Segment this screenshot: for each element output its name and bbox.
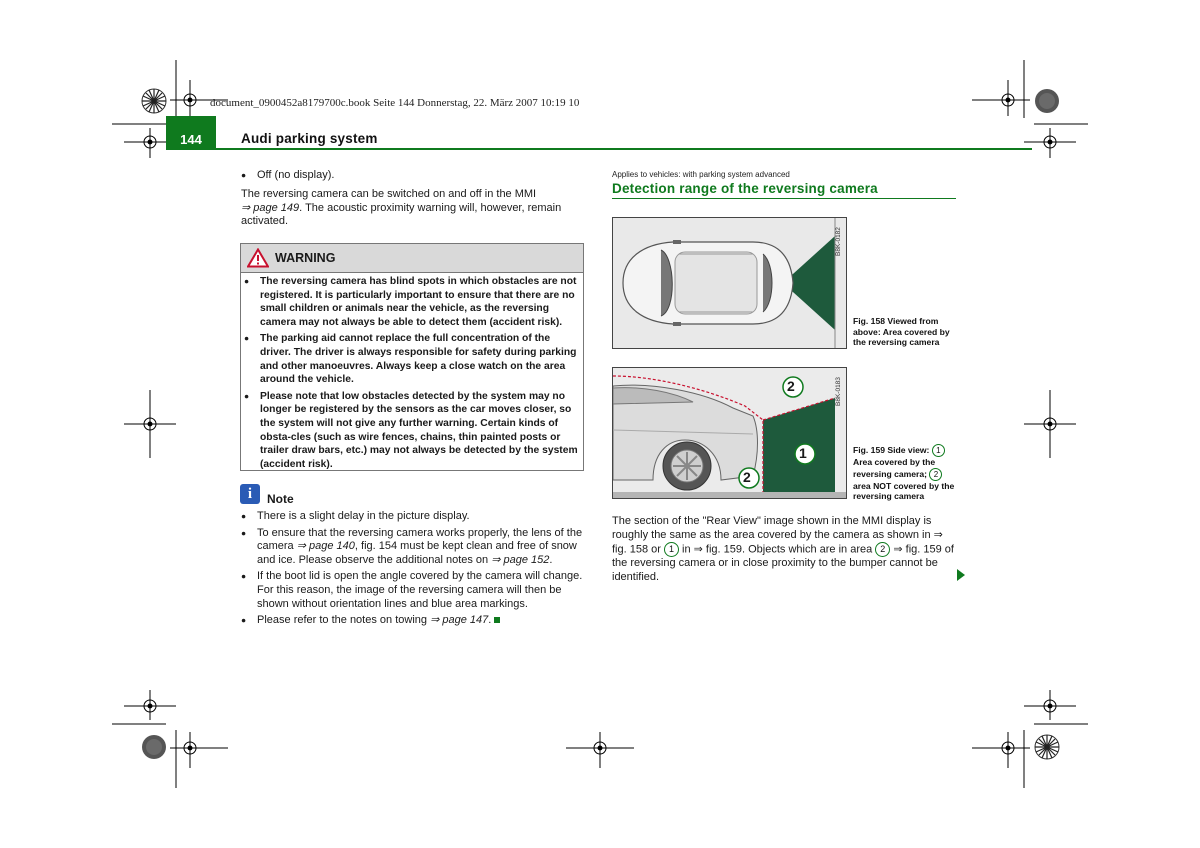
warning-header (241, 244, 583, 273)
note-header (240, 484, 294, 504)
note-title: Note (267, 492, 294, 506)
print-header: document_0900452a8179700c.book Seite 144 Donnerstag, 22. März 2007 10:19 10 (210, 97, 580, 109)
figure-158-code: B8K-0182 (835, 227, 842, 256)
area-2-marker: 2 (929, 468, 942, 481)
section-rule (612, 198, 956, 199)
figure-158-caption: Fig. 158 Viewed from above: Area covered by the reversing camera (853, 316, 950, 348)
header-rule (216, 148, 1032, 150)
note-item: ● To ensure that the reversing camera works properly, the lens of the camera ⇒ page 140, fig. 154 must be kept clean and free of snow and ice. Please observe the additional notes on ⇒ page 152. (241, 527, 585, 568)
figure-158 (612, 217, 847, 349)
warning-title: WARNING (275, 251, 336, 265)
area-2-label-top: 2 (787, 378, 795, 394)
section-title: Detection range of the reversing camera (612, 181, 878, 196)
figure-159-caption: Fig. 159 Side view: 1Area covered by the reversing camera; 2area NOT covered by the reversing camera (853, 444, 955, 502)
intro-line-2: ⇒ page 149. The acoustic proximity warning will, however, remain (241, 201, 562, 214)
area-2-label-bottom: 2 (743, 469, 751, 485)
end-mark (494, 617, 500, 623)
warning-box (240, 243, 584, 471)
detection-body-text: The section of the "Rear View" image shown in the MMI display is roughly the same as the area covered by the camera as shown in ⇒ fig. 158 or 1 in ⇒ fig. 159. Objects which are in area 2 ⇒ fig. 159 of the reversing camera or in close proximity to the bumper cannot be identified. (612, 515, 954, 583)
off-item: ● Off (no display). (241, 169, 601, 183)
info-icon: i (240, 484, 260, 504)
figure-159 (612, 367, 847, 499)
warning-body (241, 273, 583, 471)
note-item: ● If the boot lid is open the angle covered by the camera will change. For this reason, the image of the reversing camera will then be shown without orientation lines and blue area markings. (241, 570, 585, 611)
area-2-marker: 2 (875, 542, 890, 557)
area-1-marker: 1 (664, 542, 679, 557)
warning-item: ● Please note that low obstacles detected by the system may no longer be registered by the sensors as the car moves closer, so the system will not give any further warning. Certain kinds of obsta-cles (such as wire fences, chains, thin painted posts or trailer draw bars, etc.) may not always be detected by the system (accident risk). (244, 390, 579, 472)
page-ref-140[interactable]: ⇒ page 140 (296, 540, 355, 553)
area-1-marker: 1 (932, 444, 945, 457)
page-ref-149[interactable]: ⇒ page 149 (241, 201, 300, 214)
intro-paragraph (241, 188, 586, 229)
car-top-view-illustration (613, 218, 846, 348)
figure-159-code: B8K-0183 (835, 377, 842, 406)
page-number: 144 (180, 132, 202, 147)
warning-item: ● The reversing camera has blind spots in which obstacles are not registered. It is particularly important to ensure that there are no small children or animals near the vehicle, as the reversing camera may not always be able to detect them (accident risk). (244, 275, 579, 329)
page-ref-147[interactable]: ⇒ page 147 (430, 614, 489, 627)
page-ref-152[interactable]: ⇒ page 152 (491, 553, 550, 566)
applies-to: Applies to vehicles: with parking system advanced (612, 170, 790, 179)
warning-item: ● The parking aid cannot replace the full concentration of the driver. The driver is always responsible for safety during parking and other manoeuvres. Always keep a close watch on the area around the vehicle. (244, 332, 579, 386)
intro-line-3: activated. (241, 215, 289, 228)
continue-arrow-icon[interactable] (957, 569, 965, 581)
note-item: ● There is a slight delay in the picture display. (241, 510, 585, 524)
car-side-view-illustration (613, 368, 846, 498)
intro-line-1: The reversing camera can be switched on and off in the MMI (241, 188, 537, 200)
warning-triangle-icon (247, 248, 269, 268)
note-item: ● Please refer to the notes on towing ⇒ page 147. (241, 614, 585, 628)
chapter-title: Audi parking system (241, 131, 378, 146)
note-list (241, 510, 585, 628)
area-1-label: 1 (799, 445, 807, 461)
